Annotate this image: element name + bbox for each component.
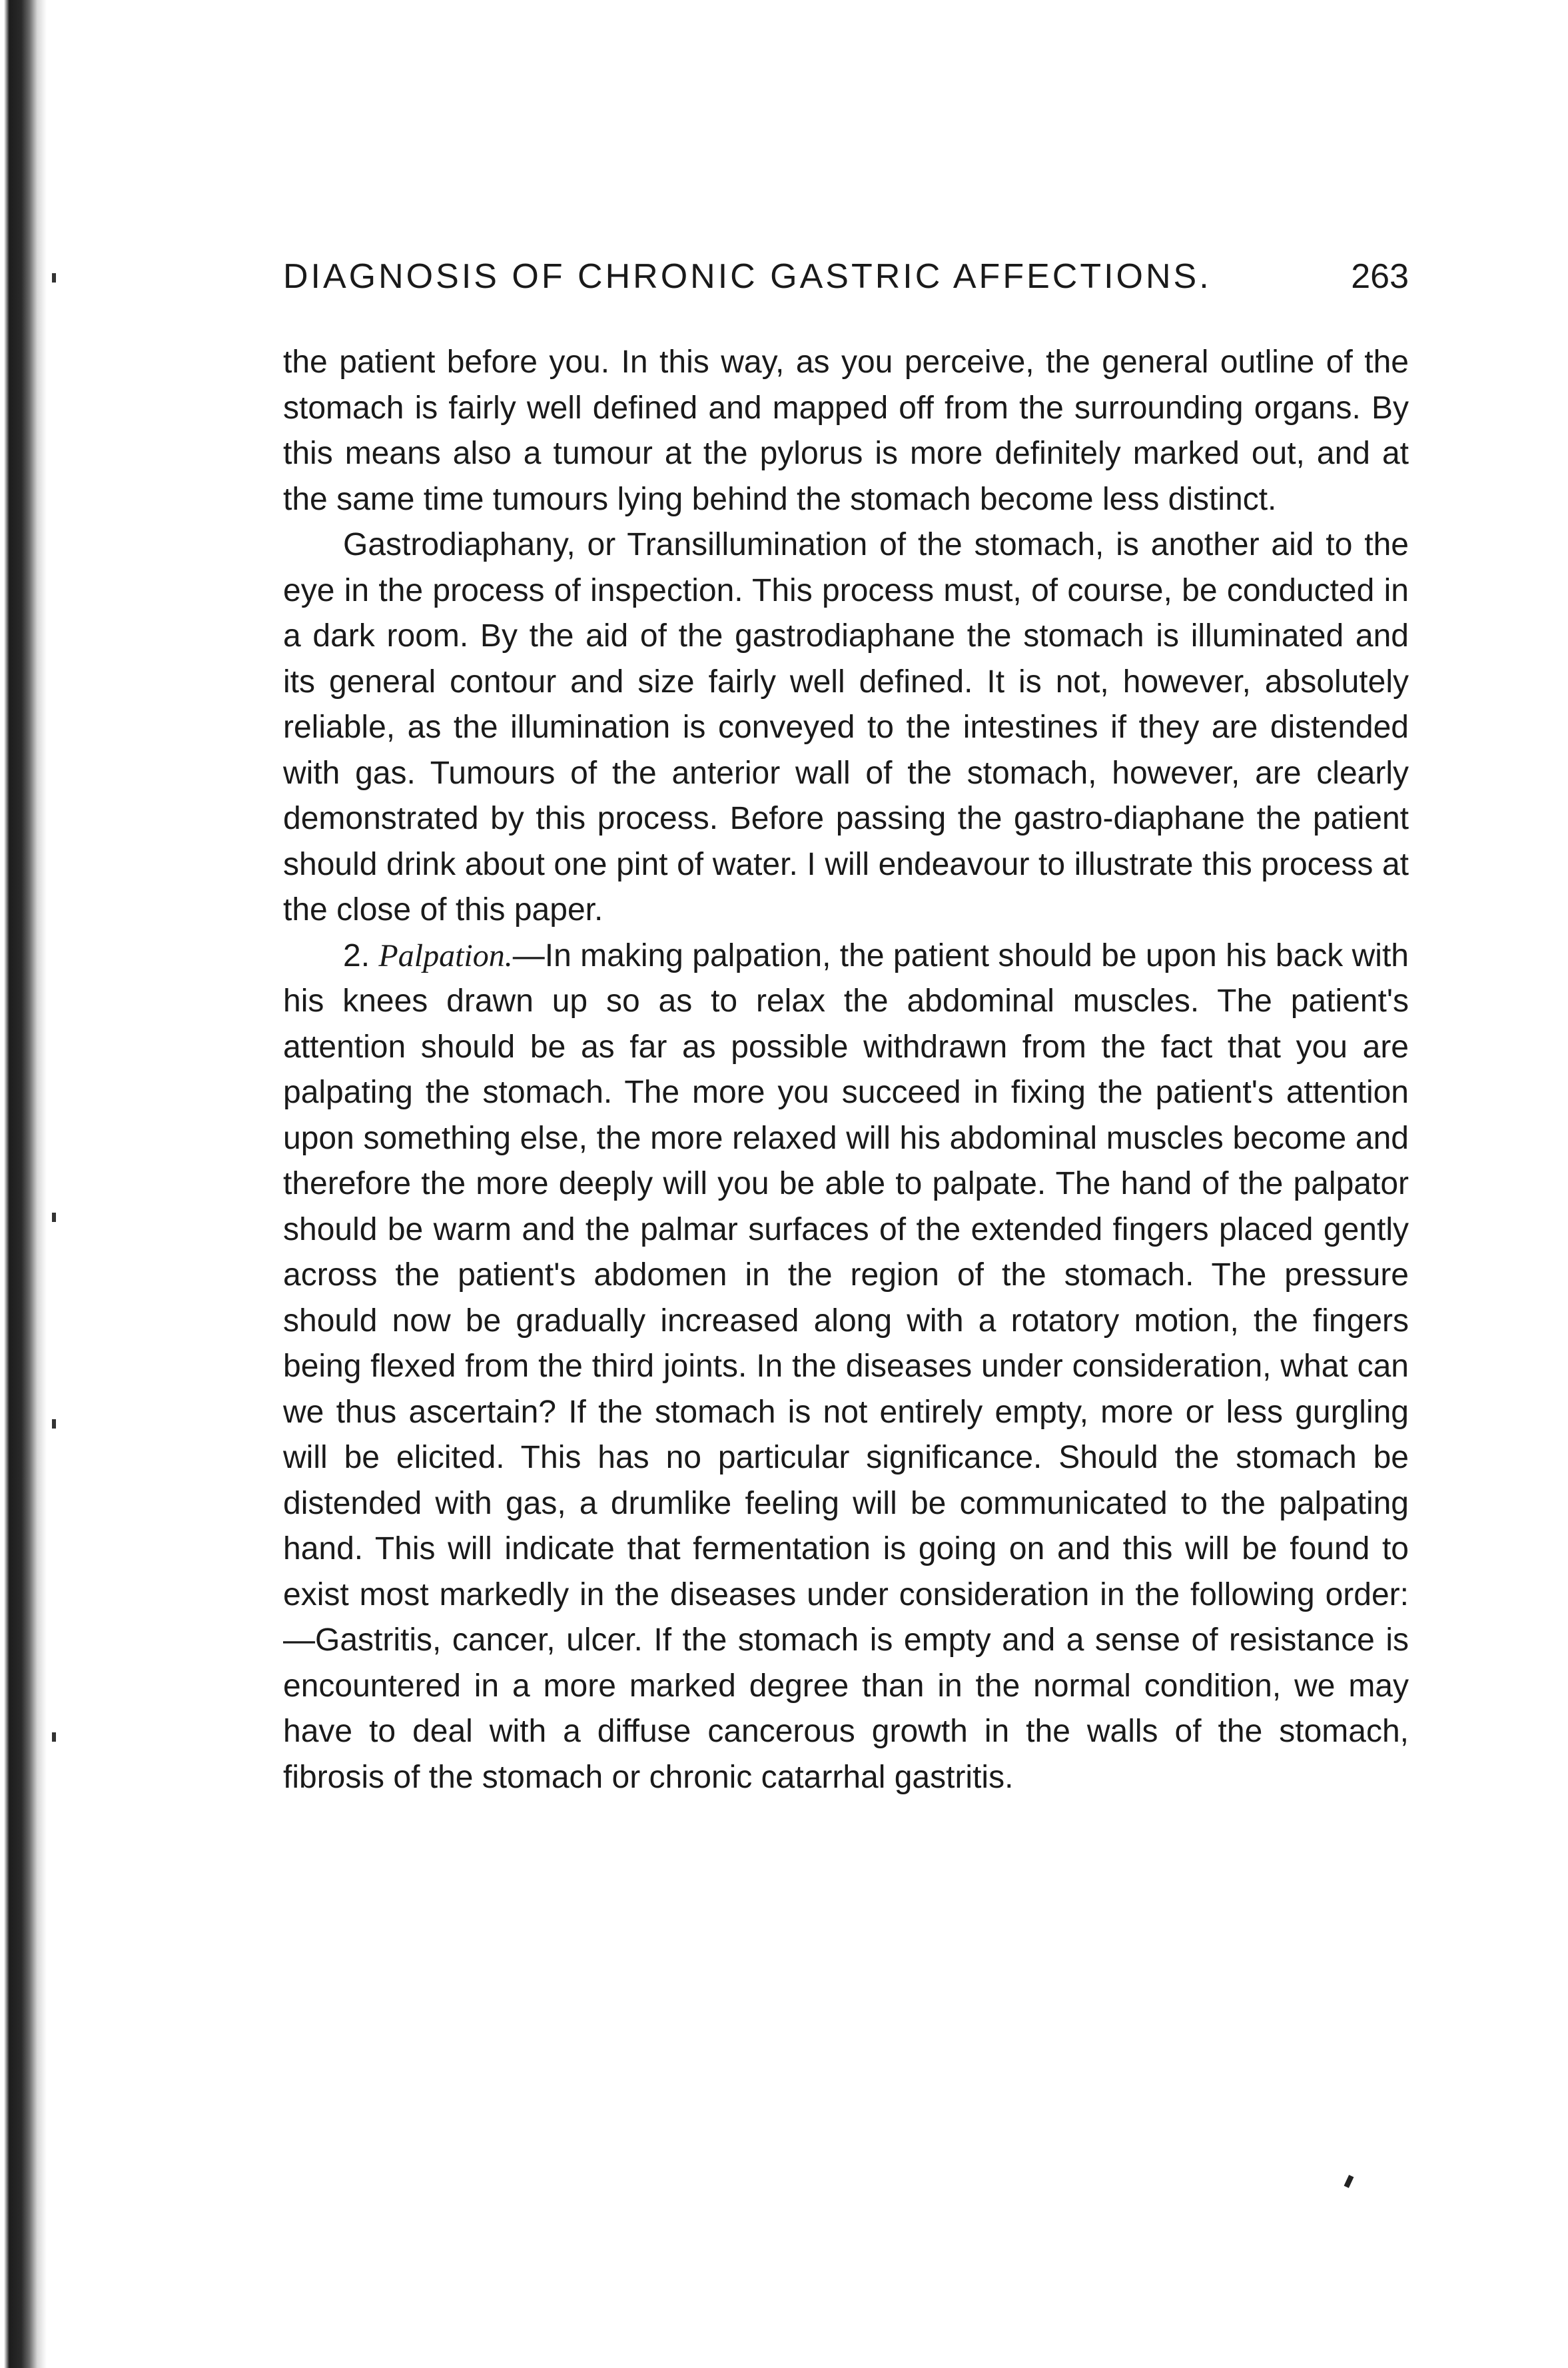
running-title: DIAGNOSIS OF CHRONIC GASTRIC AFFECTIONS. bbox=[283, 257, 1212, 296]
paragraph-gastrodiaphany: Gastrodiaphany, or Transillumination of the stomach, is another aid to the eye in the process of inspection. This process must, of course, be conducted in a dark room. By the aid of the gastrodiaphane the stomach is illuminated and its general contour and size fairly well defined. It is not, however, absolutely reliable, as the illumination is conveyed to the intestines if they are distended with gas. Tumours of the anterior wall of the stomach, however, are clearly demonstrated by this process. Before passing the gastro-diaphane the patient should drink about one pint of water. I will endeavour to illustrate this process at the close of this paper. bbox=[283, 527, 1409, 927]
stray-ink-mark bbox=[1344, 2175, 1354, 2188]
paragraph-continuation: the patient before you. In this way, as you perceive, the general outline of the stomach is fairly well defined and mapped off from the surrounding organs. By this means also a tumour at the pylorus is more definitely marked out, and at the same time tumours lying behind the stomach become less distinct. bbox=[283, 344, 1409, 517]
running-header bbox=[283, 257, 1409, 310]
section-number: 2. bbox=[343, 937, 370, 973]
binding-speck bbox=[52, 1213, 56, 1222]
section-heading: Palpation. bbox=[378, 937, 513, 973]
page-number: 263 bbox=[1351, 257, 1409, 296]
body-text bbox=[283, 340, 1409, 1800]
binding-speck bbox=[52, 273, 56, 283]
paragraph-palpation-text: —In making palpation, the patient should be upon his back with his knees drawn up so as to relax the abdominal muscles. The patient's attention should be as far as possible withdrawn from the fact that you are palpating the stomach. The more you succeed in fixing the patient's attention upon something else, the more relaxed will his abdominal muscles become and therefore the more deeply will you be able to palpate. The hand of the palpator should be warm and the palmar surfaces of the extended fingers placed gently across the patient's abdomen in the region of the stomach. The pressure should now be gradually increased along with a rotatory motion, the fingers being flexed from the third joints. In the diseases under consideration, what can we thus ascertain? If the stomach is not entirely empty, more or less gurgling will be elicited. This has no particular significance. Should the stomach be distended with gas, a drumlike feeling will be communicated to the palpating hand. This will indicate that fermentation is going on and this will be found to exist most markedly in the diseases under consideration in the following order:—Gastritis, cancer, ulcer. If the stomach is empty and a sense of resistance is encountered in a more marked degree than in the normal condition, we may have to deal with a diffuse cancerous growth in the walls of the stomach, fibrosis of the stomach or chronic catarrhal gastritis. bbox=[283, 937, 1409, 1795]
page-binding-edge bbox=[0, 0, 52, 2368]
binding-speck bbox=[52, 1419, 56, 1429]
binding-speck bbox=[52, 1732, 56, 1742]
paragraph-palpation bbox=[283, 933, 1409, 1801]
